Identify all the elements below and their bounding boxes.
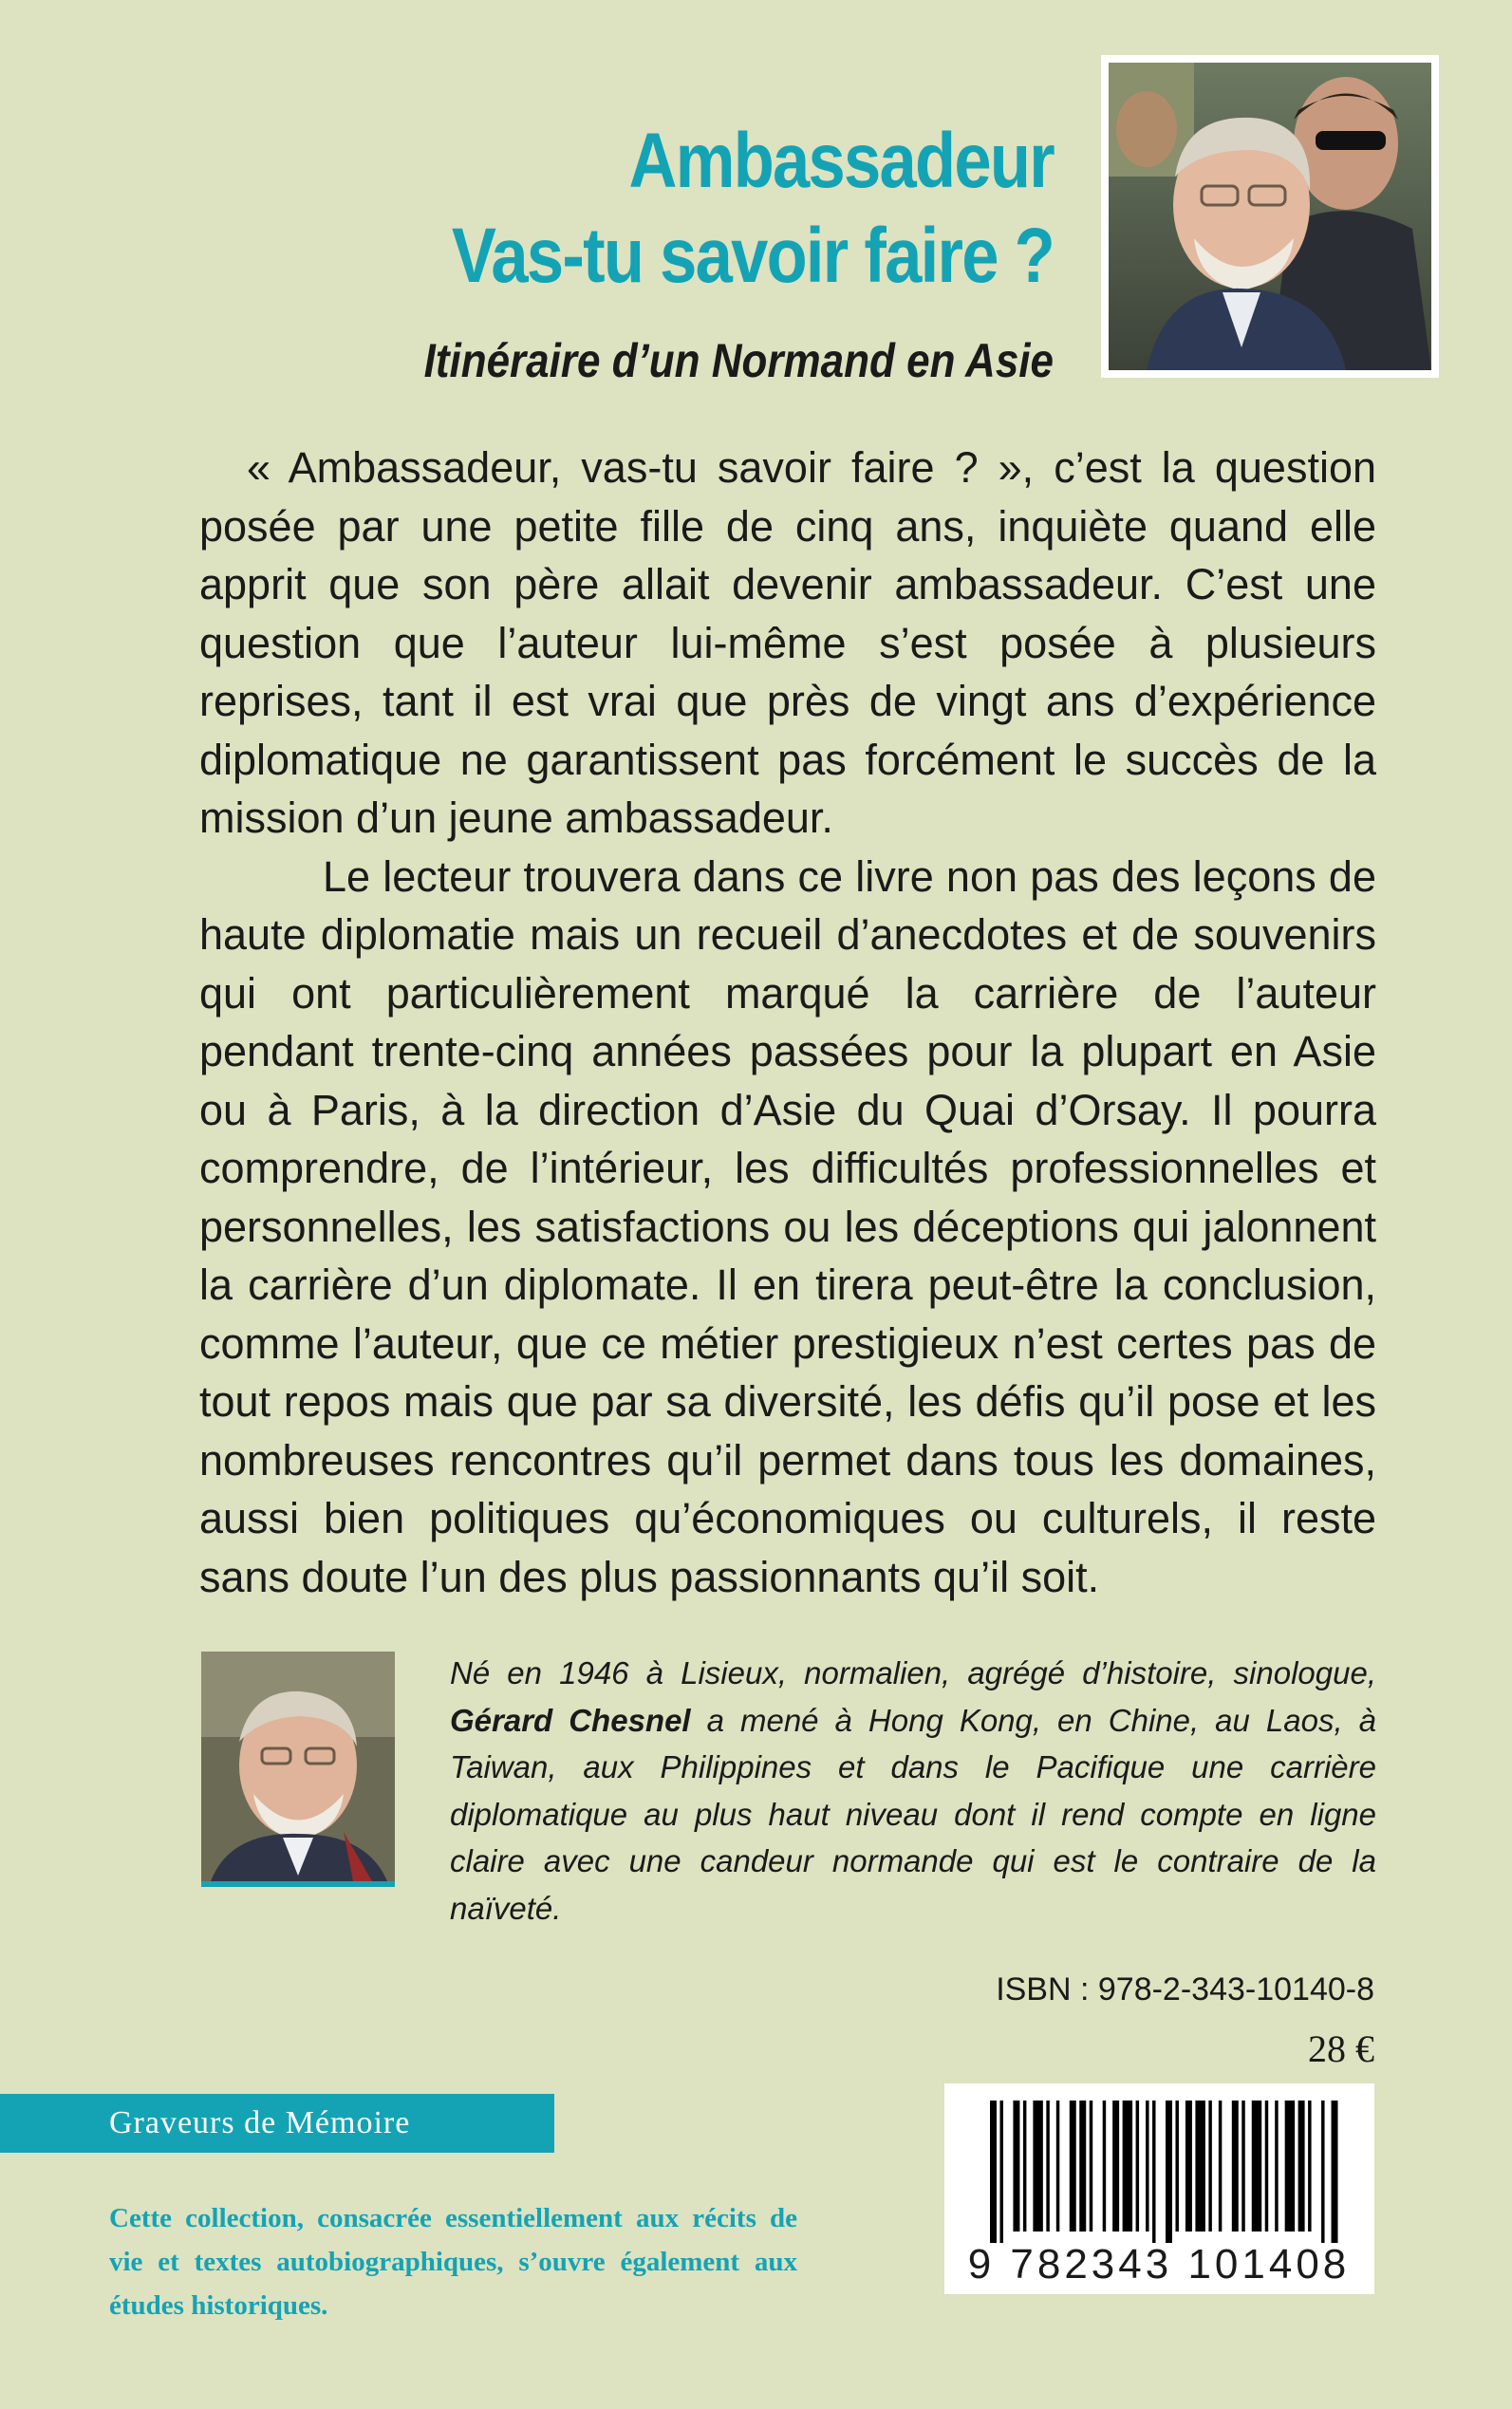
collection-description: Cette collection, consacrée essentiellement aux récits de vie et textes autobiographiques, s’ouvre également aux études historiques. — [109, 2203, 797, 2321]
barcode-bar — [1175, 2101, 1178, 2232]
barcode-bar — [1285, 2101, 1295, 2232]
author-group-photo-icon — [1109, 63, 1431, 370]
barcode-bar — [1298, 2101, 1305, 2232]
barcode-bar — [1241, 2101, 1244, 2232]
collection-name: Graveurs de Mémoire — [109, 2105, 411, 2140]
barcode-digits: 9 782343 101408 — [967, 2241, 1351, 2288]
title-line-1: Ambassadeur — [628, 118, 1054, 204]
title-block — [285, 114, 1054, 304]
bio-intro: Né en 1946 à Lisieux, normalien, agrégé d’histoire, sinologue, — [450, 1655, 1376, 1690]
barcode-bar — [990, 2101, 997, 2243]
barcode-bar — [1185, 2101, 1192, 2232]
barcode-bar — [1013, 2101, 1019, 2232]
barcode-bar — [1219, 2101, 1222, 2232]
barcode-bar — [1152, 2101, 1155, 2243]
barcode — [944, 2083, 1374, 2294]
barcode-bar — [1112, 2101, 1119, 2232]
title-line-2: Vas-tu savoir faire ? — [451, 213, 1054, 299]
author-bio — [450, 1650, 1376, 1932]
barcode-bar — [1195, 2101, 1204, 2232]
barcode-bar — [1275, 2101, 1278, 2232]
barcode-bar — [1308, 2101, 1311, 2232]
price: 28 € — [1308, 2027, 1374, 2070]
barcode-bar — [1056, 2101, 1059, 2232]
barcode-bar — [999, 2101, 1002, 2243]
barcode-bar — [1090, 2101, 1092, 2232]
paragraph-1: « Ambassadeur, vas-tu savoir faire ? », c’est la question posée par une petite fille de cinq ans, inquiète quand elle apprit que son père allait devenir ambassadeur. C’est une question que l’auteur lui-même s’est posée à plusieurs reprises, tant il est vrai que près de vingt ans d’expérience diplomatique ne garantissent pas forcément le succès de la mission d’un jeune ambassadeur. — [199, 443, 1376, 842]
barcode-bar — [1208, 2101, 1211, 2232]
barcode-bar — [1023, 2101, 1026, 2232]
paragraph-2: Le lecteur trouvera dans ce livre non pas des leçons de haute diplomatie mais un recueil d’anecdotes et de souvenirs qui ont particulièrement marqué la carrière de l’auteur pendant trente-cinq années passées pour la plupart en Asie ou à Paris, à la direction d’Asie du Quai d’Orsay. Il pourra comprendre, de l’intérieur, les difficultés professionnelles et personnelles, les satisfactions ou les déceptions qui jalonnent la carrière d’un diplomate. Il en tirera peut-être la conclusion, comme l’auteur, que ce métier prestigieux n’est certes pas de tout repos mais que par sa diversité, les défis qu’il pose et les nombreuses rencontres qu’il permet dans tous les domaines, aussi bien politiques qu’économiques ou culturels, il reste sans doute l’un des plus passionnants qu’il soit. — [199, 851, 1376, 1601]
barcode-bar — [1265, 2101, 1268, 2232]
barcode-bar — [1332, 2101, 1338, 2243]
bio-career: a mené à Hong Kong, en Chine, au Laos, à Taiwan, aux Philippines et dans le Pacifique une carrière diplomatique au plus haut niveau dont il rend compte en ligne claire avec une candeur normande qui est le contraire de la naïveté. — [450, 1702, 1376, 1926]
author-name: Gérard Chesnel — [450, 1702, 691, 1738]
barcode-bar — [1321, 2101, 1324, 2243]
barcode-bar — [1146, 2101, 1148, 2232]
barcode-bar — [1136, 2101, 1139, 2232]
cover-photo — [1101, 55, 1439, 378]
subtitle: Itinéraire d’un Normand en Asie — [423, 334, 1054, 387]
barcode-bar — [1070, 2101, 1076, 2232]
barcode-bar — [1103, 2101, 1106, 2232]
back-cover-text — [199, 439, 1376, 1606]
barcode-bar — [1046, 2101, 1049, 2232]
barcode-bar — [1166, 2101, 1172, 2243]
author-portrait-photo-icon — [201, 1652, 395, 1881]
barcode-bar — [1232, 2101, 1239, 2232]
isbn: ISBN : 978-2-343-10140-8 — [996, 1971, 1374, 2008]
ean13-barcode-icon — [990, 2101, 1341, 2243]
barcode-bar — [1079, 2101, 1086, 2232]
barcode-bar — [1252, 2101, 1261, 2232]
barcode-bar — [1033, 2101, 1042, 2232]
author-photo — [201, 1652, 395, 1887]
barcode-bar — [1123, 2101, 1132, 2232]
